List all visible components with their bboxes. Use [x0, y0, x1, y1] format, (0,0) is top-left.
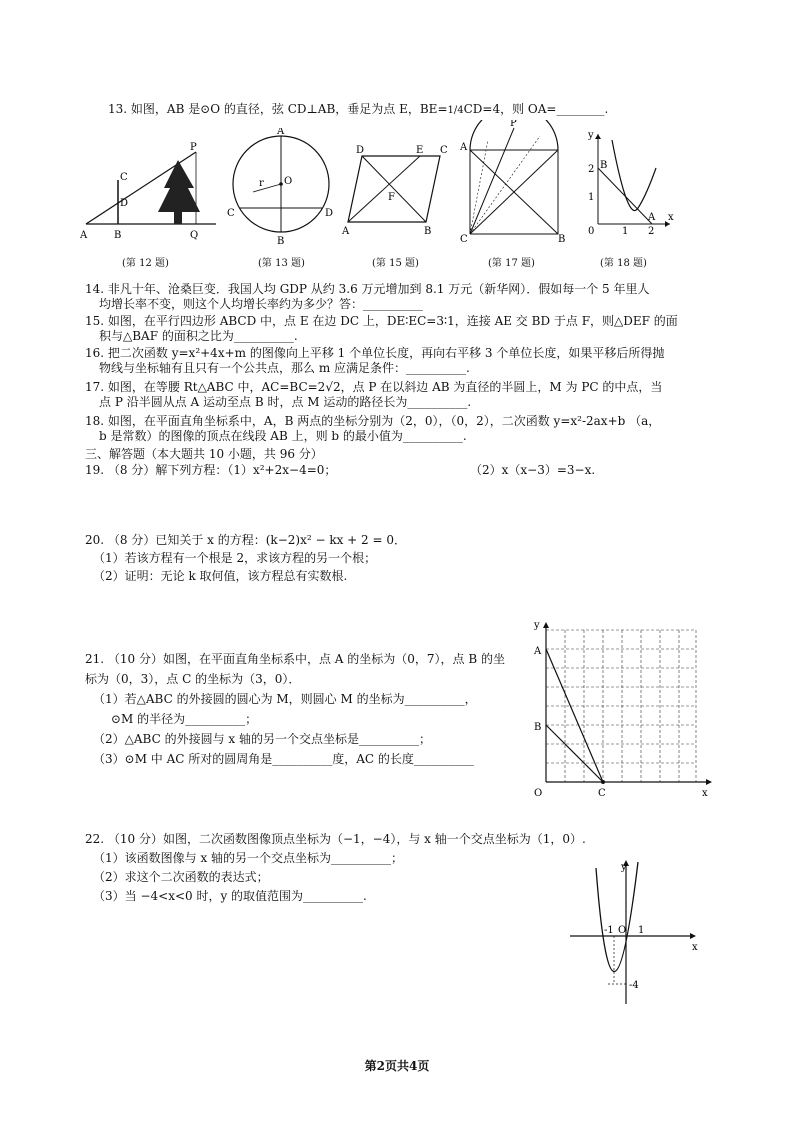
fig21-label-a: A [534, 646, 542, 657]
page-footer: 第2页共4页 [364, 1059, 430, 1073]
q22-part3: （3）当 −4<x<0 时，y 的取值范围为__________. [93, 889, 367, 903]
fig13-label-c: C [227, 208, 235, 219]
q18-line1: 18. 如图，在平面直角坐标系中，A，B 两点的坐标分别为（2，0），（0，2），二次函数 y=x²-2ax+b （a， [85, 414, 661, 428]
fig21-label-y: y [534, 620, 540, 631]
fig15-label-d: D [356, 145, 365, 156]
q19-part2: （2）x（x−3）=3−x. [470, 463, 596, 477]
q17-line1: 17. 如图，在等腰 Rt△ABC 中，AC=BC=2√2，点 P 在以斜边 AB 为直径的半圆上，M 为 PC 的中点，当 [85, 380, 663, 394]
fig18-label-x: x [668, 212, 674, 223]
fig12-label-c: C [120, 172, 128, 183]
q15-line2: 积与△BAF 的面积之比为__________. [99, 329, 298, 343]
question-16 [85, 346, 664, 376]
fig18-label-o: 0 [588, 226, 595, 237]
question-15 [85, 314, 678, 344]
q19-part1: 19. （8 分）解下列方程：（1）x²+2x−4=0； [85, 463, 337, 477]
q21-part2: （2）△ABC 的外接圆与 x 轴的另一个交点坐标是__________； [93, 732, 431, 746]
fig13-label-b: B [277, 236, 285, 246]
fig22-label-o: O [618, 925, 627, 936]
fig17-caption: (第 17 题) [488, 258, 535, 269]
q21-part1: （1）若△ABC 的外接圆的圆心为 M，则圆心 M 的坐标为__________， [93, 692, 477, 706]
fig22-label-neg1: -1 [604, 925, 614, 936]
figure-15 [340, 142, 452, 238]
figure-22 [566, 858, 701, 1008]
q13-fraction: 1/4 [447, 105, 464, 116]
q20-part1: （1）若该方程有一个根是 2，求该方程的另一个根； [93, 551, 377, 565]
q22-stem: 22. （10 分）如图，二次函数图像顶点坐标为（−1，−4），与 x 轴一个交点坐标为（1，0）. [85, 832, 586, 846]
fig18-label-2x: 2 [648, 226, 655, 237]
fig22-label-x: x [692, 942, 698, 953]
fig13-label-a: A [277, 128, 285, 137]
fig21-label-x: x [702, 788, 708, 798]
q14-line1: 14. 非凡十年、沧桑巨变．我国人均 GDP 从约 3.6 万元增加到 8.1 万元（新华网）．假如每一个 5 年里人 [85, 282, 650, 296]
q17-line2: 点 P 沿半圆从点 A 运动至点 B 时，点 M 运动的路径长为__________. [99, 395, 472, 409]
fig15-label-b: B [424, 226, 432, 237]
fig15-label-e: E [416, 145, 424, 156]
fig12-label-b: B [114, 230, 122, 240]
question-18 [85, 414, 660, 444]
tree-icon [158, 160, 200, 224]
fig22-label-neg4: -4 [629, 980, 639, 991]
fig17-label-b: B [558, 234, 566, 244]
fig12-caption: (第 12 题) [122, 258, 169, 269]
section-3-heading: 三、解答题（本大题共 10 小题，共 96 分） [85, 447, 323, 461]
fig21-label-b: B [534, 722, 542, 733]
fig18-label-a: A [648, 212, 656, 223]
figure-18 [584, 128, 674, 238]
fig18-label-b: B [600, 160, 608, 171]
fig13-caption: (第 13 题) [258, 258, 305, 269]
fig17-label-c: C [460, 234, 468, 244]
question-22 [85, 832, 586, 904]
fig12-label-p: P [190, 142, 197, 153]
q14-line2: 均增长率不变，则这个人均增长率约为多少？答：__________ [99, 297, 424, 311]
figure-13 [225, 128, 340, 246]
q21-line2: 标为（0，3），点 C 的坐标为（3，0）． [85, 672, 301, 686]
figure-12 [78, 140, 228, 240]
fig15-label-a: A [342, 226, 350, 237]
q22-part1: （1）该函数图像与 x 轴的另一个交点坐标为__________； [93, 851, 404, 865]
q18-line2: b 是常数）的图像的顶点在线段 AB 上，则 b 的最小值为__________. [99, 429, 467, 443]
fig17-label-p: P [510, 120, 517, 129]
fig13-label-d: D [325, 208, 334, 219]
q20-stem: 20. （8 分）已知关于 x 的方程：(k−2)x² − kx + 2 = 0． [85, 533, 407, 547]
q15-line1: 15. 如图，在平行四边形 ABCD 中，点 E 在边 DC 上，DE∶EC=3∶1，连接 AE 交 BD 于点 F，则△DEF 的面 [85, 314, 678, 328]
fig21-label-o: O [534, 788, 543, 798]
figure-17 [458, 120, 570, 244]
fig12-label-d: D [120, 198, 129, 209]
question-17 [85, 380, 662, 410]
fig22-label-1: 1 [638, 925, 645, 936]
q13-blank: ________. [556, 102, 609, 116]
fig18-label-1y: 1 [588, 192, 595, 203]
fig21-grid [546, 630, 696, 782]
q21-line1: 21. （10 分）如图，在平面直角坐标系中，点 A 的坐标为（0，7），点 B 的坐 [85, 652, 505, 666]
q21-part3: （3）⊙M 中 AC 所对的圆周角是__________度，AC 的长度__________ [93, 752, 474, 766]
fig12-label-a: A [80, 230, 88, 240]
question-13 [108, 102, 608, 118]
fig13-label-o: O [284, 176, 293, 187]
q20-part2: （2）证明：无论 k 取何值，该方程总有实数根. [93, 569, 348, 583]
fig22-label-y: y [621, 862, 627, 873]
question-14 [85, 282, 650, 312]
q22-part2: （2）求这个二次函数的表达式； [93, 870, 269, 884]
fig13-label-r: r [259, 178, 264, 189]
question-21 [85, 652, 505, 767]
q16-line1: 16. 把二次函数 y=x²+4x+m 的图像向上平移 1 个单位长度，再向右平移 3 个单位长度，如果平移后所得抛 [85, 346, 665, 360]
q16-line2: 物线与坐标轴有且只有一个公共点，那么 m 应满足条件：__________. [99, 361, 470, 375]
fig18-label-y: y [588, 130, 594, 141]
figure-21 [530, 618, 715, 798]
q21-part1b: ⊙M 的半径为__________； [111, 712, 258, 726]
fig17-label-a: A [460, 142, 468, 153]
fig15-label-c: C [440, 145, 448, 156]
fig15-caption: (第 15 题) [372, 258, 419, 269]
fig15-label-f: F [388, 192, 395, 203]
fig18-label-1x: 1 [622, 226, 629, 237]
fig21-label-c: C [598, 788, 606, 798]
fig18-caption: (第 18 题) [600, 258, 647, 269]
q13-text: 13. 如图，AB 是⊙O 的直径，弦 CD⊥AB，垂足为点 E，BE= [108, 102, 448, 116]
fig18-label-2y: 2 [588, 164, 595, 175]
q13-text2: CD=4，则 OA= [463, 102, 557, 116]
fig12-label-q: Q [190, 230, 199, 240]
question-20 [85, 533, 406, 584]
